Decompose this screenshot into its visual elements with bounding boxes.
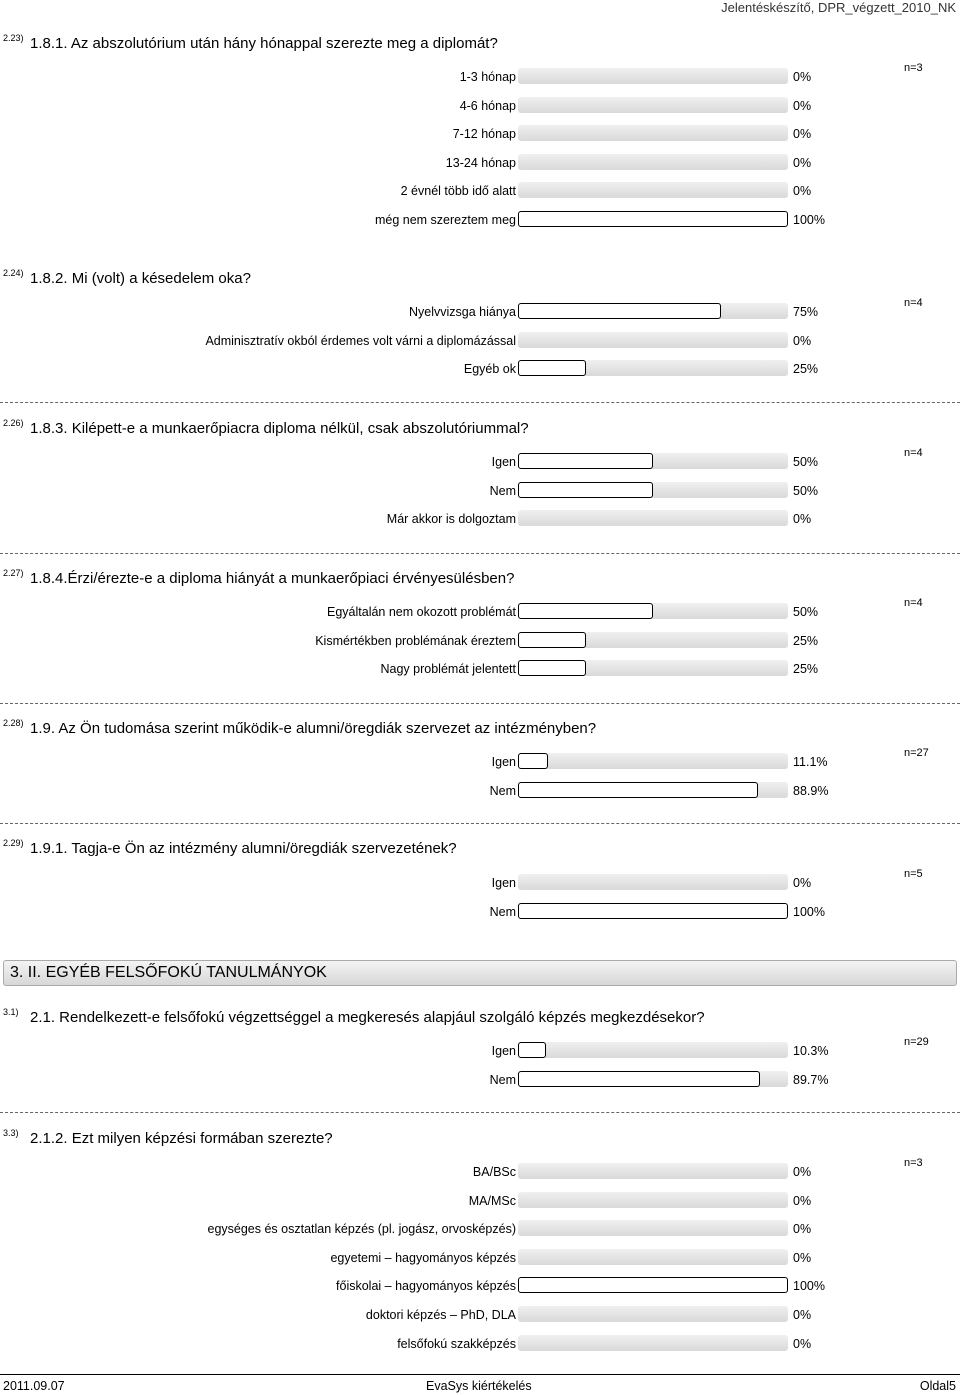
answer-row <box>0 332 960 350</box>
answer-percentage: 0% <box>793 1193 812 1208</box>
answer-label: egyetemi – hagyományos képzés <box>330 1250 516 1265</box>
answer-percentage: 0% <box>793 70 812 84</box>
bar-track <box>518 1277 788 1293</box>
answer-row <box>0 453 960 471</box>
bar-fill <box>518 211 788 227</box>
answer-percentage: 75% <box>793 305 819 319</box>
question-number: 2.28) <box>3 718 24 728</box>
answer-label: 13-24 hónap <box>445 155 516 170</box>
answer-label: 2 évnél több idő alatt <box>400 184 516 198</box>
answer-percentage: 25% <box>793 633 819 648</box>
answer-row <box>0 1163 960 1181</box>
answer-row <box>0 1192 960 1210</box>
answer-percentage: 0% <box>793 1308 812 1322</box>
bar-fill <box>518 903 788 919</box>
bar-track <box>518 182 788 198</box>
answer-percentage: 0% <box>793 1165 812 1179</box>
bar-track <box>518 753 788 769</box>
question-title: 1.9. Az Ön tudomása szerint működik-e alumni/öregdiák szervezet az intézményben? <box>30 720 597 737</box>
question-divider <box>0 402 960 403</box>
question-number: 2.27) <box>3 568 24 578</box>
answer-row <box>0 68 960 86</box>
bar-fill <box>518 1277 788 1293</box>
answer-label: még nem szereztem meg <box>374 212 516 227</box>
question-title: 1.9.1. Tagja-e Ön az intézmény alumni/öregdiák szervezetének? <box>30 840 457 857</box>
answer-row <box>0 603 960 621</box>
answer-label: Nem <box>489 904 516 919</box>
bar-track <box>518 154 788 170</box>
answer-percentage: 0% <box>793 876 812 890</box>
footer-divider <box>0 1374 960 1375</box>
answer-percentage: 100% <box>793 212 825 227</box>
respondent-count: n=4 <box>904 447 923 459</box>
bar-fill <box>518 1071 760 1087</box>
answer-label: Adminisztratív okból érdemes volt várni a diplomázással <box>205 333 516 348</box>
answer-percentage: 0% <box>793 1222 812 1237</box>
bar-track <box>518 1249 788 1265</box>
bar-track <box>518 782 788 798</box>
bar-track <box>518 1335 788 1351</box>
answer-label: Igen <box>491 876 516 890</box>
bar-fill <box>518 453 653 469</box>
answer-label: doktori képzés – PhD, DLA <box>365 1308 516 1322</box>
answer-percentage: 88.9% <box>793 783 829 798</box>
answer-percentage: 50% <box>793 483 819 498</box>
respondent-count: n=4 <box>904 597 923 609</box>
bar-fill <box>518 753 548 769</box>
answer-row <box>0 753 960 771</box>
question-number: 2.29) <box>3 838 24 848</box>
bar-track <box>518 1163 788 1179</box>
answer-percentage: 0% <box>793 333 812 348</box>
question-title: 1.8.3. Kilépett-e a munkaerőpiacra diploma nélkül, csak abszolutóriummal? <box>30 420 529 437</box>
question-divider <box>0 823 960 824</box>
bar-track <box>518 874 788 890</box>
bar-track <box>518 211 788 227</box>
answer-row <box>0 211 960 229</box>
answer-percentage: 50% <box>793 455 819 469</box>
answer-percentage: 11.1% <box>793 755 828 769</box>
respondent-count: n=29 <box>904 1036 929 1048</box>
bar-fill <box>518 660 586 676</box>
answer-percentage: 25% <box>793 662 819 676</box>
answer-label: Már akkor is dolgoztam <box>386 512 516 526</box>
question-divider <box>0 703 960 704</box>
answer-label: Igen <box>491 755 516 769</box>
answer-percentage: 0% <box>793 184 812 198</box>
answer-label: Nem <box>489 483 516 498</box>
answer-row <box>0 903 960 921</box>
question-title: 1.8.1. Az abszolutórium után hány hónappal szerezte meg a diplomát? <box>30 35 498 52</box>
bar-track <box>518 303 788 319</box>
answer-label: Nagy problémát jelentett <box>380 662 516 676</box>
answer-row <box>0 510 960 528</box>
answer-label: Nem <box>489 1072 516 1087</box>
respondent-count: n=4 <box>904 297 923 309</box>
answer-percentage: 0% <box>793 1336 812 1351</box>
answer-percentage: 100% <box>793 1279 825 1294</box>
bar-track <box>518 482 788 498</box>
question-divider <box>0 1112 960 1113</box>
answer-percentage: 0% <box>793 127 812 141</box>
answer-row <box>0 782 960 800</box>
question-title: 2.1. Rendelkezett-e felsőfokú végzettséggel a megkeresés alapjául szolgáló képzés megkezdésekor? <box>30 1009 705 1026</box>
answer-percentage: 0% <box>793 155 812 170</box>
answer-label: főiskolai – hagyományos képzés <box>336 1279 516 1294</box>
question-number: 3.3) <box>3 1128 19 1138</box>
answer-label: MA/MSc <box>468 1193 516 1208</box>
answer-label: Igen <box>491 455 516 469</box>
answer-row <box>0 154 960 172</box>
bar-track <box>518 360 788 376</box>
question-divider <box>0 553 960 554</box>
answer-row <box>0 125 960 143</box>
answer-row <box>0 1220 960 1238</box>
answer-label: BA/BSc <box>472 1165 516 1179</box>
question-title: 1.8.2. Mi (volt) a késedelem oka? <box>30 270 251 287</box>
bar-fill <box>518 782 758 798</box>
bar-track <box>518 1220 788 1236</box>
bar-track <box>518 332 788 348</box>
answer-label: egységes és osztatlan képzés (pl. jogász, orvosképzés) <box>207 1222 516 1237</box>
answer-percentage: 0% <box>793 1250 812 1265</box>
answer-row <box>0 482 960 500</box>
bar-track <box>518 1071 788 1087</box>
section-banner <box>3 960 957 986</box>
answer-row <box>0 1249 960 1267</box>
answer-row <box>0 1306 960 1324</box>
bar-track <box>518 1192 788 1208</box>
bar-track <box>518 1306 788 1322</box>
question-number: 2.24) <box>3 268 24 278</box>
answer-row <box>0 360 960 378</box>
bar-fill <box>518 482 653 498</box>
footer-center: EvaSys kiértékelés <box>426 1379 532 1393</box>
bar-track <box>518 1042 788 1058</box>
report-header: Jelentéskészítő, DPR_végzett_2010_NK <box>721 0 956 15</box>
answer-label: felsőfokú szakképzés <box>397 1336 516 1351</box>
footer-date: 2011.09.07 <box>3 1379 65 1393</box>
answer-row <box>0 1277 960 1295</box>
bar-track <box>518 68 788 84</box>
answer-label: Kismértékben problémának éreztem <box>315 633 516 648</box>
bar-fill <box>518 603 653 619</box>
bar-track <box>518 903 788 919</box>
bar-fill <box>518 360 586 376</box>
answer-row <box>0 1071 960 1089</box>
question-number: 2.26) <box>3 418 24 428</box>
answer-percentage: 0% <box>793 98 812 113</box>
bar-track <box>518 660 788 676</box>
bar-track <box>518 603 788 619</box>
answer-label: 1-3 hónap <box>459 70 516 84</box>
answer-row <box>0 874 960 892</box>
answer-row <box>0 1335 960 1353</box>
answer-percentage: 25% <box>793 362 819 376</box>
answer-label: 7-12 hónap <box>452 127 516 141</box>
answer-row <box>0 632 960 650</box>
respondent-count: n=3 <box>904 1157 923 1169</box>
answer-row <box>0 303 960 321</box>
bar-track <box>518 453 788 469</box>
answer-percentage: 0% <box>793 512 812 526</box>
bar-track <box>518 632 788 648</box>
answer-label: Egyáltalán nem okozott problémát <box>327 605 516 619</box>
answer-label: Egyéb ok <box>463 362 516 376</box>
answer-label: Igen <box>491 1044 516 1058</box>
bar-fill <box>518 1042 546 1058</box>
bar-fill <box>518 632 586 648</box>
answer-row <box>0 1042 960 1060</box>
question-title: 2.1.2. Ezt milyen képzési formában szerezte? <box>30 1130 333 1147</box>
bar-fill <box>518 303 721 319</box>
answer-row <box>0 97 960 115</box>
answer-label: Nyelvvizsga hiánya <box>409 305 516 319</box>
respondent-count: n=5 <box>904 868 923 880</box>
answer-row <box>0 660 960 678</box>
answer-row <box>0 182 960 200</box>
answer-percentage: 100% <box>793 904 825 919</box>
respondent-count: n=3 <box>904 62 923 74</box>
answer-percentage: 89.7% <box>793 1072 829 1087</box>
footer-page: Oldal5 <box>919 1379 956 1393</box>
section-title: 3. II. EGYÉB FELSŐFOKÚ TANULMÁNYOK <box>10 964 327 981</box>
bar-track <box>518 97 788 113</box>
bar-track <box>518 125 788 141</box>
question-number: 3.1) <box>3 1007 19 1017</box>
question-number: 2.23) <box>3 33 24 43</box>
respondent-count: n=27 <box>904 747 929 759</box>
answer-label: 4-6 hónap <box>459 98 516 113</box>
bar-track <box>518 510 788 526</box>
answer-label: Nem <box>489 783 516 798</box>
answer-percentage: 10.3% <box>793 1044 829 1058</box>
question-title: 1.8.4.Érzi/érezte-e a diploma hiányát a munkaerőpiaci érvényesülésben? <box>30 570 515 587</box>
answer-percentage: 50% <box>793 605 819 619</box>
